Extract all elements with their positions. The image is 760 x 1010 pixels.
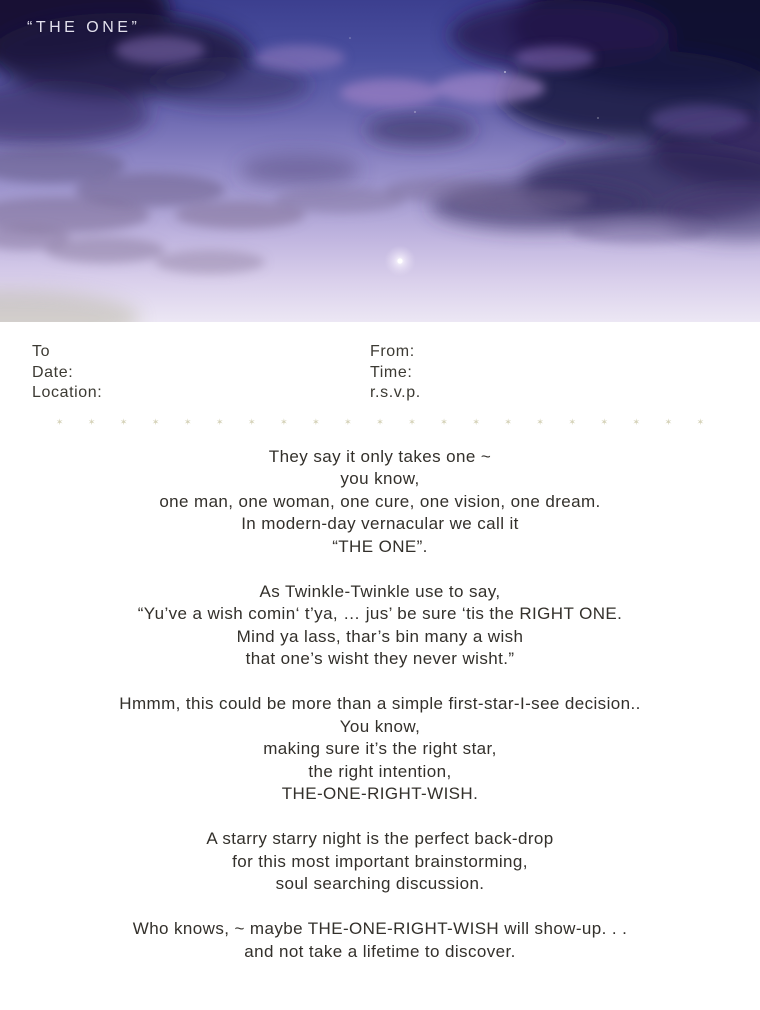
poem-line: Who knows, ~ maybe THE-ONE-RIGHT-WISH will show-up. . . [132, 919, 628, 938]
poem [0, 446, 760, 964]
field-date-label: Date: [32, 363, 74, 381]
field-to-label: To [32, 343, 51, 360]
field-location-label: Location: [32, 384, 103, 401]
fields-column-left [32, 342, 370, 404]
fields-section [0, 342, 760, 404]
field-time-label: Time: [370, 363, 413, 381]
poem-line: You know, [339, 716, 421, 736]
poem-line: They say it only takes one ~ [268, 446, 492, 466]
poem-line: you know, [340, 469, 420, 488]
field-rsvp-label: r.s.v.p. [370, 384, 421, 401]
poem-line: one man, one woman, one cure, one vision, one dream. [159, 491, 601, 511]
poem-line: In modern-day vernacular we call it [241, 514, 519, 533]
evening-star [384, 245, 416, 277]
poem-line: for this most important brainstorming, [232, 851, 528, 871]
poem-stanza-4 [0, 828, 760, 896]
card-title: “THE ONE” [27, 19, 141, 36]
poem-line: Mind ya lass, thar’s bin many a wish [236, 626, 524, 646]
poem-line: THE-ONE-RIGHT-WISH. [281, 784, 479, 803]
poem-stanza-5 [0, 918, 760, 963]
sky-image [0, 0, 760, 322]
poem-stanza-3 [0, 693, 760, 806]
sky-photo [0, 0, 760, 322]
poem-line: making sure it’s the right star, [263, 739, 497, 758]
fields-column-right [370, 342, 760, 404]
star-divider: ✶ ✶ ✶ ✶ ✶ ✶ ✶ ✶ ✶ ✶ ✶ ✶ ✶ ✶ ✶ ✶ ✶ ✶ ✶ ✶ ✶ [55, 416, 705, 427]
poem-line: and not take a lifetime to discover. [244, 941, 516, 961]
poem-line: Hmmm, this could be more than a simple first-star-I-see decision.. [119, 694, 641, 713]
poem-line: soul searching discussion. [275, 874, 485, 893]
poem-line: “Yu’ve a wish comin‘ t’ya, … jus’ be sure ‘tis the RIGHT ONE. [137, 604, 623, 623]
field-from-label: From: [370, 343, 415, 360]
poem-stanza-2 [0, 581, 760, 671]
poem-line: “THE ONE”. [332, 536, 428, 556]
poem-stanza-1 [0, 446, 760, 559]
poem-line: the right intention, [308, 761, 452, 781]
poem-line: that one’s wisht they never wisht.” [245, 649, 515, 668]
poem-line: As Twinkle-Twinkle use to say, [259, 581, 501, 601]
poem-line: A starry starry night is the perfect back-drop [206, 829, 554, 848]
